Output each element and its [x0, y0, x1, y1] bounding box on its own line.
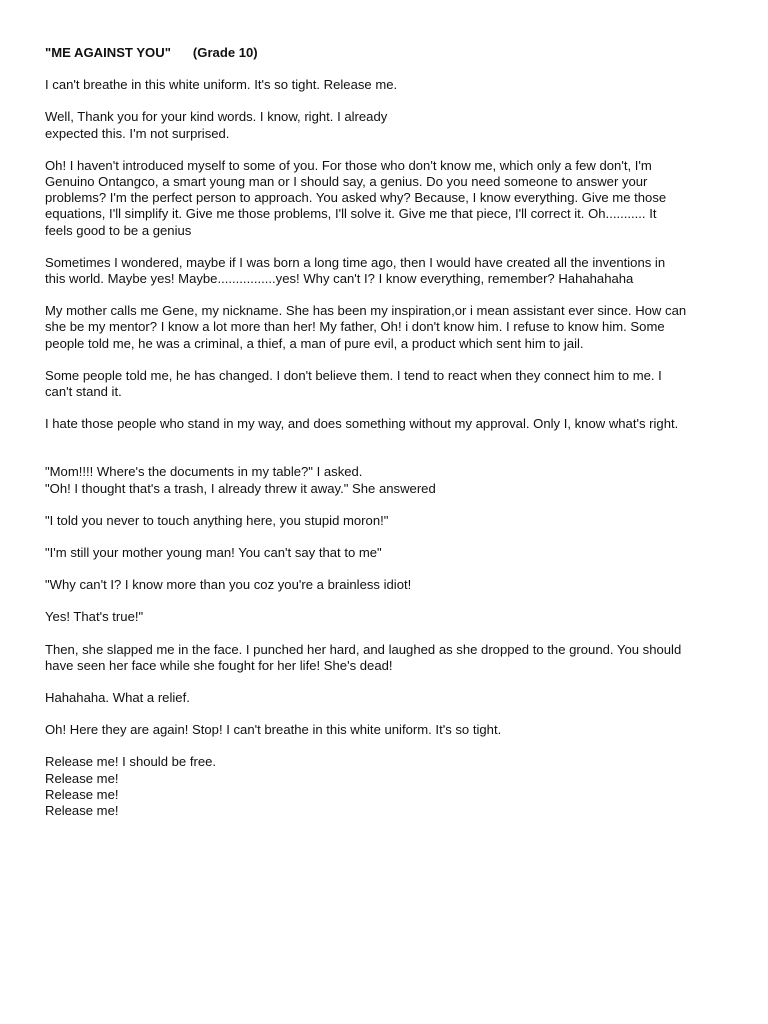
- paragraph-line: Hahahaha. What a relief.: [45, 690, 190, 706]
- paragraph-line: Release me! I should be free.: [45, 754, 217, 770]
- paragraph-line: can't stand it.: [45, 384, 122, 400]
- paragraph: [45, 464, 735, 496]
- paragraph-line: "I told you never to touch anything here, you stupid moron!": [45, 512, 389, 528]
- paragraph-line: feels good to be a genius: [45, 222, 192, 238]
- paragraph: [45, 754, 735, 819]
- title-text: "ME AGAINST YOU": [45, 45, 171, 60]
- paragraph-line: expected this. I'm not surprised.: [45, 125, 230, 141]
- paragraph-line: this world. Maybe yes! Maybe................yes! Why can't I? I know everything, remember? Hahahahaha: [45, 271, 634, 287]
- paragraph-line: Well, Thank you for your kind words. I know, right. I already: [45, 109, 388, 125]
- paragraph-line: Some people told me, he has changed. I don't believe them. I tend to react when they connect him to me. I: [45, 367, 662, 383]
- paragraph-line: Yes! That's true!": [45, 609, 144, 625]
- paragraph: [45, 545, 735, 561]
- grade-label: (Grade 10): [192, 45, 258, 60]
- paragraph: [45, 690, 735, 706]
- paragraph-line: I can't breathe in this white uniform. It's so tight. Release me.: [45, 77, 398, 93]
- paragraph-line: "Oh! I thought that's a trash, I already threw it away." She answered: [45, 480, 436, 496]
- document-body: [45, 45, 735, 835]
- section-gap: [45, 448, 735, 464]
- paragraph-list: [45, 77, 735, 819]
- paragraph-line: Genuino Ontangco, a smart young man or I should say, a genius. Do you need someone to answer your: [45, 174, 648, 190]
- paragraph-line: Oh! Here they are again! Stop! I can't breathe in this white uniform. It's so tight.: [45, 722, 502, 738]
- paragraph: [45, 77, 735, 93]
- document-title: [45, 45, 735, 61]
- paragraph-line: Release me!: [45, 770, 119, 786]
- paragraph-line: "Mom!!!! Where's the documents in my table?" I asked.: [45, 464, 363, 480]
- paragraph-line: Sometimes I wondered, maybe if I was born a long time ago, then I would have created all the inventions in: [45, 254, 666, 270]
- paragraph-line: equations, I'll simplify it. Give me those problems, I'll solve it. Give me that piece, I'll correct it. Oh........... It: [45, 206, 657, 222]
- paragraph: [45, 303, 735, 352]
- paragraph-line: problems? I'm the perfect person to approach. You asked why? Because, I know everything. Give me those: [45, 190, 667, 206]
- paragraph-line: "Why can't I? I know more than you coz you're a brainless idiot!: [45, 577, 412, 593]
- paragraph-line: have seen her face while she fought for her life! She's dead!: [45, 657, 393, 673]
- paragraph-line: Oh! I haven't introduced myself to some of you. For those who don't know me, which only a few don't, I'm: [45, 157, 652, 173]
- paragraph: [45, 577, 735, 593]
- paragraph: [45, 158, 735, 239]
- paragraph: [45, 642, 735, 674]
- paragraph: [45, 416, 735, 432]
- paragraph: [45, 722, 735, 738]
- paragraph-line: she be my mentor? I know a lot more than her! My father, Oh! i don't know him. I refuse to know him. Some: [45, 319, 665, 335]
- paragraph-line: Release me!: [45, 786, 119, 802]
- paragraph: [45, 255, 735, 287]
- paragraph: [45, 368, 735, 400]
- paragraph: [45, 609, 735, 625]
- paragraph-line: I hate those people who stand in my way, and does something without my approval. Only I, know what's right.: [45, 416, 679, 432]
- paragraph-line: Release me!: [45, 803, 119, 819]
- paragraph-line: My mother calls me Gene, my nickname. She has been my inspiration,or i mean assistant ever since. How can: [45, 303, 687, 319]
- paragraph: [45, 513, 735, 529]
- paragraph-line: "I'm still your mother young man! You can't say that to me": [45, 545, 382, 561]
- paragraph-line: Then, she slapped me in the face. I punched her hard, and laughed as she dropped to the ground. You should: [45, 641, 682, 657]
- paragraph-line: people told me, he was a criminal, a thief, a man of pure evil, a product which sent him to jail.: [45, 335, 584, 351]
- paragraph: [45, 109, 735, 141]
